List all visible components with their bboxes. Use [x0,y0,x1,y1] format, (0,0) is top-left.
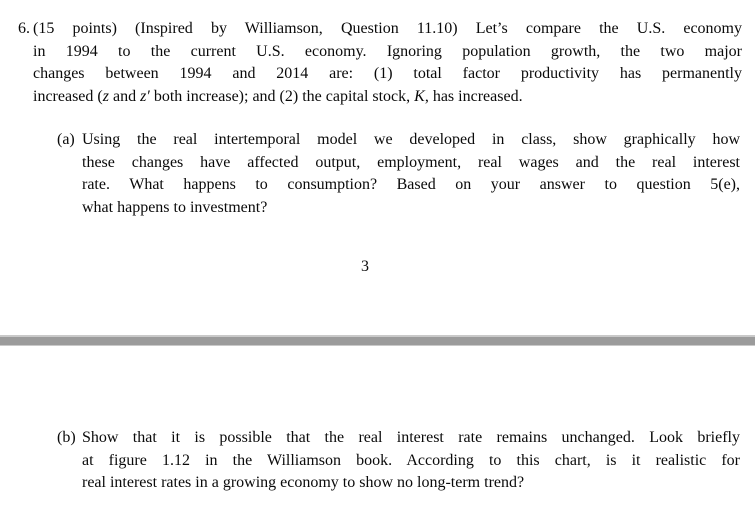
page-break-divider [0,335,755,346]
question-6-text: (15 points) (Inspired by Williamson, Question 11.10) Let’s compare the U.S. economy in 1994 to the current U.S. economy. Ignoring population growth, the two major changes between 1994 and 2014 are: (1) total factor productivity has permanently increased (z and z′ both increase); and (2) the capital stock, K, has increased. [33,20,742,106]
part-a-text: Using the real intertemporal model we developed in class, show graphically how these changes have affected output, employment, real wages and the real interest rate. What happens to consumption? Based on your answer to question 5(e), what happens to investment? [82,131,740,217]
part-b [57,427,740,495]
part-b-text: Show that it is possible that the real interest rate remains unchanged. Look briefly at figure 1.12 in the Williamson book. According to this chart, is it realistic for real interest rates in a growing economy to show no long-term trend? [82,429,740,492]
part-a [57,129,740,220]
part-b-label: (b) [57,429,76,446]
part-a-label: (a) [57,131,75,148]
question-6 [18,18,742,109]
question-6-number: 6. [18,20,30,37]
page-number: 3 [361,258,369,275]
